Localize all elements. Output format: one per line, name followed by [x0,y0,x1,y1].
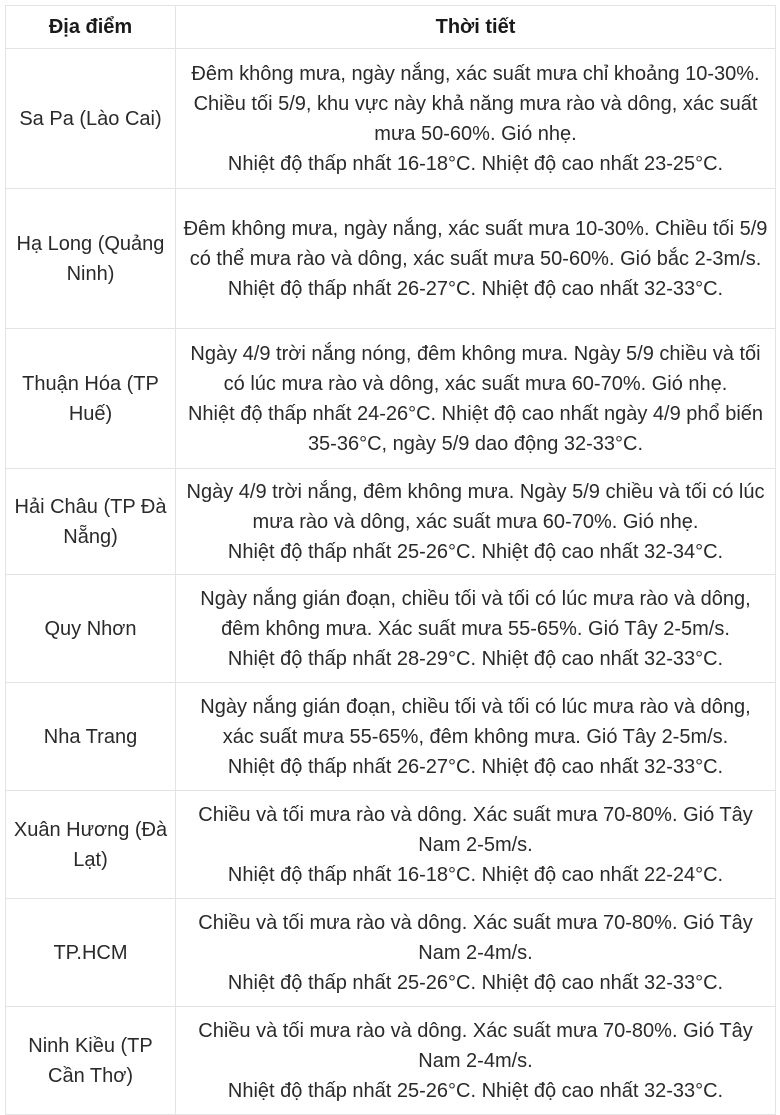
forecast-text: Đêm không mưa, ngày nắng, xác suất mưa chỉ khoảng 10-30%. Chiều tối 5/9, khu vực này khả năng mưa rào và dông, xác suất mưa 50-60%. Gió nhẹ. [191,62,760,145]
location-cell: Hải Châu (TP Đà Nẵng) [6,469,176,575]
location-cell: Hạ Long (Quảng Ninh) [6,189,176,329]
forecast-text: Đêm không mưa, ngày nắng, xác suất mưa 10-30%. Chiều tối 5/9 có thể mưa rào và dông, xác suất mưa 50-60%. Gió bắc 2-3m/s. [183,217,768,270]
location-cell: Sa Pa (Lào Cai) [6,49,176,189]
header-location: Địa điểm [6,6,176,49]
temperature-text: Nhiệt độ thấp nhất 24-26°C. Nhiệt độ cao nhất ngày 4/9 phổ biến 35-36°C, ngày 5/9 dao động 32-33°C. [187,402,764,455]
forecast-text: Ngày nắng gián đoạn, chiều tối và tối có lúc mưa rào và dông, đêm không mưa. Xác suất mưa 55-65%. Gió Tây 2-5m/s. [200,587,751,640]
table-row [6,791,776,899]
table-row [6,49,776,189]
temperature-text: Nhiệt độ thấp nhất 16-18°C. Nhiệt độ cao nhất 22-24°C. [227,863,724,886]
table-row [6,329,776,469]
location-cell: Thuận Hóa (TP Huế) [6,329,176,469]
weather-cell [176,49,776,189]
forecast-text: Chiều và tối mưa rào và dông. Xác suất mưa 70-80%. Gió Tây Nam 2-4m/s. [198,1019,753,1072]
forecast-text: Ngày 4/9 trời nắng, đêm không mưa. Ngày 5/9 chiều và tối có lúc mưa rào và dông, xác suất mưa 60-70%. Gió nhẹ. [186,480,765,533]
header-weather: Thời tiết [176,6,776,49]
table-row [6,575,776,683]
temperature-text: Nhiệt độ thấp nhất 25-26°C. Nhiệt độ cao nhất 32-33°C. [227,971,724,994]
weather-cell [176,683,776,791]
weather-cell [176,469,776,575]
forecast-text: Chiều và tối mưa rào và dông. Xác suất mưa 70-80%. Gió Tây Nam 2-5m/s. [198,803,753,856]
table-row [6,683,776,791]
temperature-text: Nhiệt độ thấp nhất 16-18°C. Nhiệt độ cao nhất 23-25°C. [227,152,724,175]
weather-cell [176,575,776,683]
location-cell: Quy Nhơn [6,575,176,683]
forecast-text: Ngày nắng gián đoạn, chiều tối và tối có lúc mưa rào và dông, xác suất mưa 55-65%, đêm không mưa. Gió Tây 2-5m/s. [200,695,751,748]
weather-cell [176,791,776,899]
temperature-text: Nhiệt độ thấp nhất 28-29°C. Nhiệt độ cao nhất 32-33°C. [227,647,724,670]
weather-cell [176,189,776,329]
weather-forecast-table [5,5,776,1115]
table-header-row [6,6,776,49]
temperature-text: Nhiệt độ thấp nhất 26-27°C. Nhiệt độ cao nhất 32-33°C. [227,755,724,778]
forecast-text: Chiều và tối mưa rào và dông. Xác suất mưa 70-80%. Gió Tây Nam 2-4m/s. [198,911,753,964]
location-cell: Xuân Hương (Đà Lạt) [6,791,176,899]
weather-cell [176,329,776,469]
temperature-text: Nhiệt độ thấp nhất 26-27°C. Nhiệt độ cao nhất 32-33°C. [227,277,724,300]
location-cell: Ninh Kiều (TP Cần Thơ) [6,1007,176,1115]
temperature-text: Nhiệt độ thấp nhất 25-26°C. Nhiệt độ cao nhất 32-33°C. [227,1079,724,1102]
forecast-text: Ngày 4/9 trời nắng nóng, đêm không mưa. Ngày 5/9 chiều và tối có lúc mưa rào và dông, xác suất mưa 60-70%. Gió nhẹ. [190,342,761,395]
location-cell: Nha Trang [6,683,176,791]
location-cell: TP.HCM [6,899,176,1007]
temperature-text: Nhiệt độ thấp nhất 25-26°C. Nhiệt độ cao nhất 32-34°C. [227,540,724,563]
table-row [6,899,776,1007]
table-row [6,469,776,575]
table-row [6,189,776,329]
table-row [6,1007,776,1115]
weather-cell [176,899,776,1007]
weather-cell [176,1007,776,1115]
